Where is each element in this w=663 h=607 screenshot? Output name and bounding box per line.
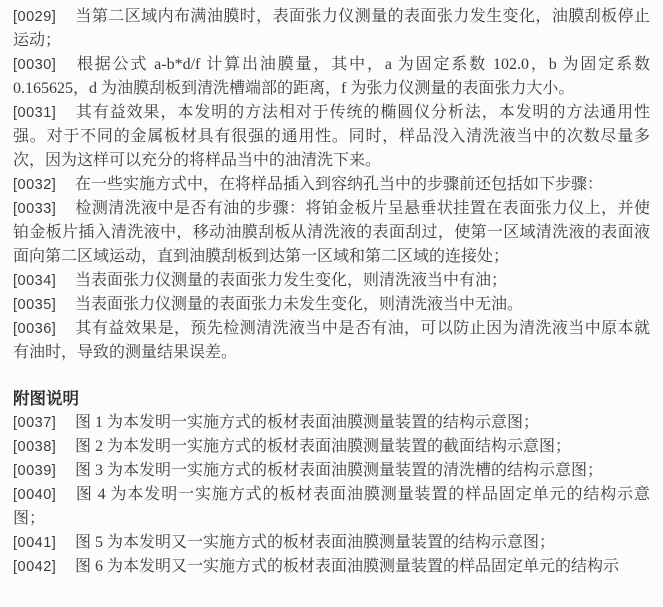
paragraph-text: 在一些实施方式中，在将样品插入到容纳孔当中的步骤前还包括如下步骤： [75, 176, 604, 193]
paragraph [13, 269, 650, 293]
paragraph-text: 其有益效果，本发明的方法相对于传统的椭圆仪分析法，本发明的方法通用性强。对于不同的金属板材具有很强的通用性。同时，样品没入清洗液当中的次数尽量多次，因为这样可以充分的将样品当中的油清洗下来。 [13, 104, 650, 169]
paragraph-list [13, 5, 650, 365]
paragraph-number: [0037] [13, 415, 57, 431]
paragraph-text: 图 4 为本发明一实施方式的板材表面油膜测量装置的样品固定单元的结构示意图； [13, 486, 650, 527]
paragraph [13, 197, 650, 269]
paragraph-number: [0035] [13, 297, 57, 313]
section-heading-figure-description: 附图说明 [13, 390, 79, 408]
figure-paragraph-list [13, 411, 650, 579]
paragraph-number: [0042] [13, 559, 57, 575]
paragraph [13, 101, 650, 173]
paragraph [13, 459, 650, 483]
paragraph-number: [0041] [13, 535, 57, 551]
paragraph [13, 435, 650, 459]
paragraph [13, 173, 650, 197]
paragraph-text: 检测清洗液中是否有油的步骤：将铂金板片呈悬垂状挂置在表面张力仪上，并使铂金板片插入清洗液中，移动油膜刮板从清洗液的表面刮过，使第一区域清洗液的表面液面向第二区域运动，直到油膜刮板到达第一区域和第二区域的连接处； [13, 200, 650, 265]
paragraph-text: 当第二区域内布满油膜时，表面张力仪测量的表面张力发生变化，油膜刮板停止运动； [13, 8, 650, 49]
paragraph-text: 图 6 为本发明又一实施方式的板材表面油膜测量装置的样品固定单元的结构示 [75, 558, 620, 575]
paragraph [13, 5, 650, 53]
paragraph-text: 当表面张力仪测量的表面张力发生变化，则清洗液当中有油； [75, 272, 508, 289]
paragraph-number: [0040] [13, 487, 57, 503]
paragraph [13, 555, 650, 579]
paragraph-number: [0034] [13, 273, 57, 289]
paragraph-number: [0036] [13, 321, 57, 337]
paragraph-text: 根据公式 a-b*d/f 计算出油膜量，其中，a 为固定系数 102.0，b 为固定系数 0.165625，d 为油膜刮板到清洗槽端部的距离，f 为张力仪测量的表面张力大小。 [13, 56, 650, 97]
paragraph-text: 当表面张力仪测量的表面张力未发生变化，则清洗液当中无油。 [75, 296, 524, 313]
paragraph-text: 图 1 为本发明一实施方式的板材表面油膜测量装置的结构示意图； [75, 414, 540, 431]
paragraph-number: [0029] [13, 9, 57, 25]
paragraph [13, 293, 650, 317]
paragraph-number: [0038] [13, 439, 57, 455]
paragraph-text: 图 3 为本发明一实施方式的板材表面油膜测量装置的清洗槽的结构示意图； [75, 462, 604, 479]
paragraph-number: [0033] [13, 201, 57, 217]
paragraph-number: [0030] [13, 57, 57, 73]
paragraph [13, 483, 650, 531]
paragraph [13, 53, 650, 101]
paragraph [13, 531, 650, 555]
paragraph-number: [0032] [13, 177, 57, 193]
paragraph [13, 411, 650, 435]
paragraph-number: [0031] [13, 105, 57, 121]
paragraph-text: 其有益效果是，预先检测清洗液当中是否有油，可以防止因为清洗液当中原本就有油时，导致的测量结果误差。 [13, 320, 650, 361]
paragraph-text: 图 5 为本发明又一实施方式的板材表面油膜测量装置的结构示意图； [75, 534, 556, 551]
paragraph-text: 图 2 为本发明一实施方式的板材表面油膜测量装置的截面结构示意图； [75, 438, 572, 455]
paragraph [13, 317, 650, 365]
paragraph-number: [0039] [13, 463, 57, 479]
